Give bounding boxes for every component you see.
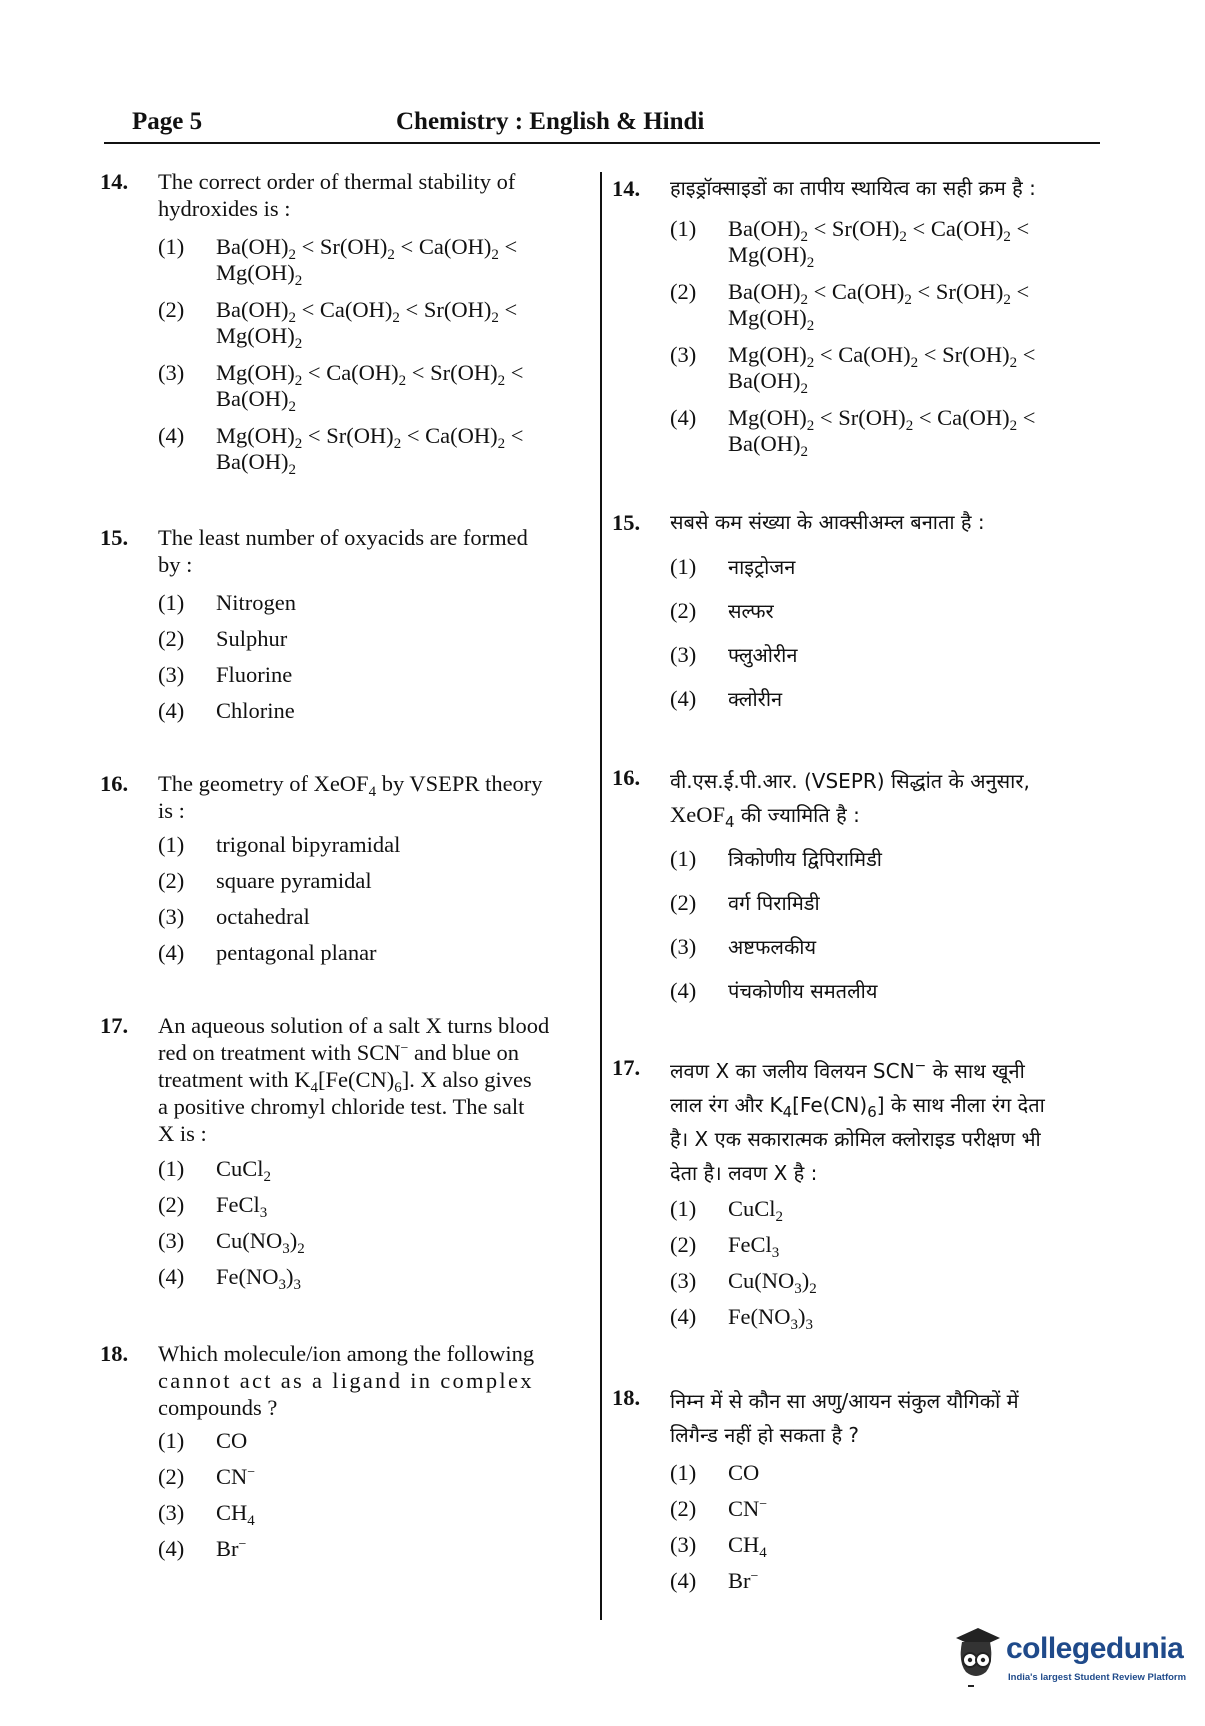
question-text: hydroxides is : — [158, 196, 291, 221]
collegedunia-logo[interactable] — [948, 1622, 1187, 1702]
page-title: Chemistry : English & Hindi — [396, 108, 705, 135]
hindi-column: 14. हाइड्रॉक्साइडों का तापीय स्थायित्व का सही क्रम है : (1) $Ba(OH)_2 < Sr(OH)_2 < Ca(OH)_2$ < $Mg(OH)_2$ (2) $Ba(OH)_2 < Ca(OH)_2 < Sr(OH)_2$ < $Mg(OH)_2$ (3) $Mg(OH)_2 < Ca(OH)_2 < Sr(OH)_2$ < $Ba(OH)_2$ (4) $Mg(OH)_2 < Sr(OH)_2 < Ca(OH)_2$ < $Ba(OH)_2$ 15. सबसे कम संख्या के आक्सीअम्ल बनाता है : (1) नाइट्रोजन (2) सल्फर (3) फ्लुओरीन (4) क्लोरीन 16. वी.एस.ई.पी.आर. (VSEPR) सिद्धांत के अनुसार, XeOF$_4$ की ज्यामिति है : (1) त्रिकोणीय द्विपिरामिडी (2) वर्ग पिरामिडी (3) अष्टफलकीय (4) पंचकोणीय समतलीय 17. लवण X का जलीय विलयन SCN− के साथ खूनी लाल रंग और $K_4[Fe(CN)_6]$ के साथ नीला रंग देता है। X एक सकारात्मक क्रोमिल क्लोराइड परीक्षण भी देता है। लवण X है : (1) CuCl$_2$ (2) FeCl$_3$ (3) $Cu(NO_3)_2$ (4) $Fe(NO_3)_3$ 18. निम्न में से कौन सा अणु/आयन संकुल यौगिकों में लिगैन्ड नहीं हो सकता है ? (1) CO (2) CN− (3) $CH_4$ (4) Br− — [612, 176, 1045, 1593]
question-number: 14. — [100, 169, 129, 194]
english-column: 14. The correct order of thermal stability of hydroxides is : (1) $Ba(OH)_2 < Sr(OH)_2 < Ca(OH)_2$ < $Mg(OH)_2$ (2) $Ba(OH)_2 < Ca(OH)_2 < Sr(OH)_2$ < $Mg(OH)_2$ (3) $Mg(OH)_2 < Ca(OH)_2 < Sr(OH)_2$ < $Ba(OH)_2$ (4) $Mg(OH)_2 < Sr(OH)_2 < Ca(OH)_2$ < $Ba(OH)_2$ 15. The least number of oxyacids are formed by : (1) Nitrogen (2) Sulphur (3) Fluorine (4) Chlorine 16. The geometry of XeOF$_4$ by VSEPR theory is : (1) trigonal bipyramidal (2) square pyramidal (3) octahedral (4) pentagonal planar 17. An aqueous solution of a salt X turns blood red on treatment with SCN− and blue on treatment with $K_4[Fe(CN)_6]$. X also gives a positive chromyl chloride test. The salt X is : (1) CuCl$_2$ (2) FeCl$_3$ (3) $Cu(NO_3)_2$ (4) $Fe(NO_3)_3$ 18. Which molecule/ion among the following cannot act as a ligand in complex compounds ? (1) CO (2) CN− (3) $CH_4$ (4) Br− — [100, 0, 590, 1726]
column-divider — [600, 172, 602, 1620]
mascot-icon — [948, 1622, 1004, 1692]
page-number: Page 5 — [132, 108, 203, 135]
logo-tagline: India's largest Student Review Platform — [1008, 1672, 1187, 1683]
question-text: The correct order of thermal stability of — [158, 169, 516, 194]
logo-name: collegedunia — [1006, 1632, 1184, 1665]
